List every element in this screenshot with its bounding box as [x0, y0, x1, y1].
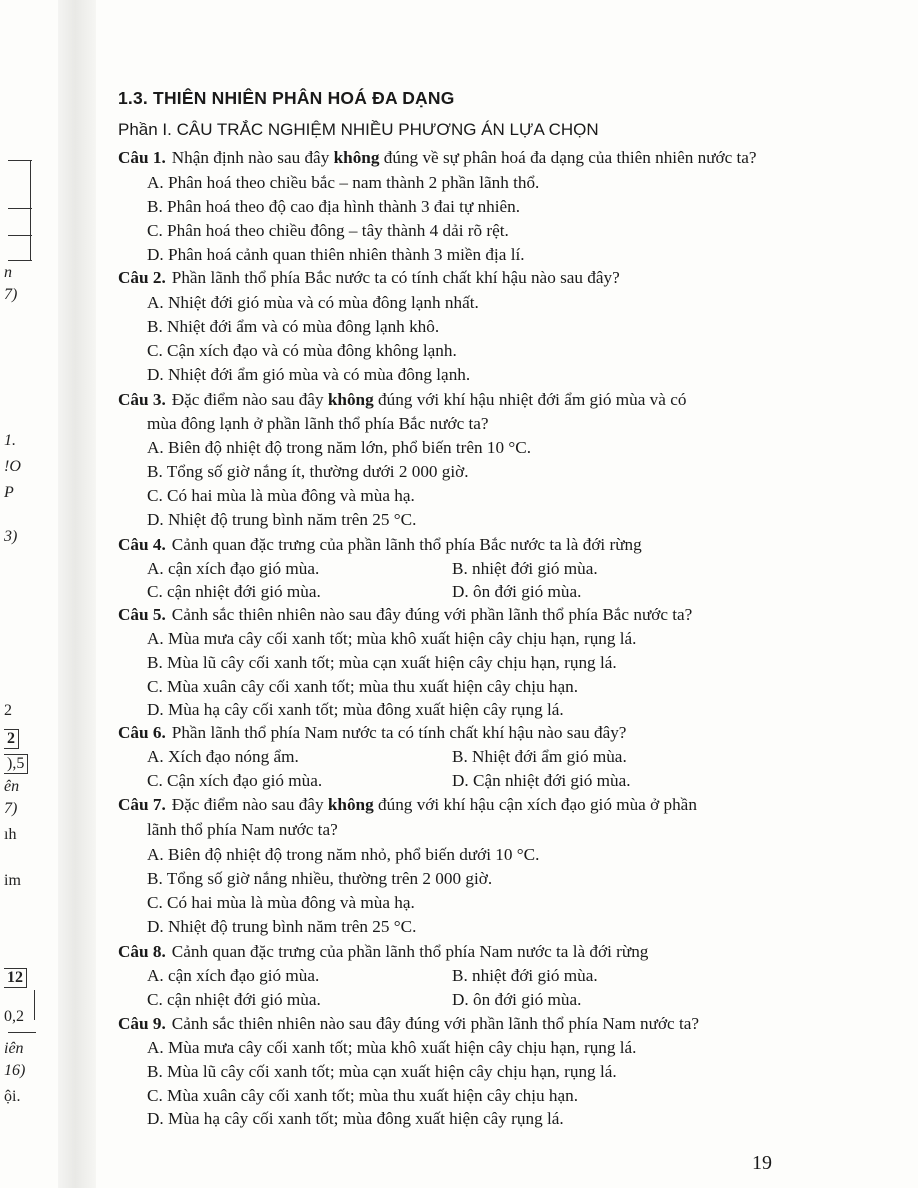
option-a: A. cận xích đạo gió mùa. [147, 559, 320, 578]
option-d: D. Mùa hạ cây cối xanh tốt; mùa đông xuất hiện cây rụng lá. [147, 1109, 564, 1128]
question-6 [118, 723, 626, 743]
question-3 [118, 390, 686, 410]
option-d: D. Nhiệt độ trung bình năm trên 25 °C. [147, 917, 417, 936]
option-c: C. Cận xích đạo và có mùa đông không lạnh. [147, 341, 457, 360]
option-a: A. Mùa mưa cây cối xanh tốt; mùa khô xuất hiện cây chịu hạn, rụng lá. [147, 629, 637, 648]
question-2 [118, 268, 620, 288]
question-number: Câu 1. [118, 148, 166, 167]
option-d: D. Mùa hạ cây cối xanh tốt; mùa đông xuất hiện cây rụng lá. [147, 700, 564, 719]
option-c: C. Phân hoá theo chiều đông – tây thành 4 dải rõ rệt. [147, 221, 509, 240]
question-8 [118, 942, 648, 962]
margin-fragment: 3) [4, 528, 18, 545]
option-b: B. nhiệt đới gió mùa. [452, 559, 598, 578]
margin-fragment: ội. [4, 1088, 21, 1105]
option-d: D. ôn đới gió mùa. [452, 582, 582, 601]
question-continuation: mùa đông lạnh ở phần lãnh thổ phía Bắc nước ta? [147, 414, 489, 433]
question-9 [118, 1014, 699, 1034]
question-number: Câu 9. [118, 1014, 166, 1033]
option-b: B. Nhiệt đới ẩm và có mùa đông lạnh khô. [147, 317, 440, 336]
question-text: Cảnh sắc thiên nhiên nào sau đây đúng với phần lãnh thổ phía Nam nước ta? [171, 1014, 699, 1033]
question-4 [118, 535, 642, 555]
question-emphasis: không [333, 148, 380, 167]
option-d: D. Nhiệt độ trung bình năm trên 25 °C. [147, 510, 417, 529]
margin-fragment: n [4, 264, 12, 281]
question-emphasis: không [327, 795, 374, 814]
question-7 [118, 795, 697, 815]
question-number: Câu 5. [118, 605, 166, 624]
question-number: Câu 6. [118, 723, 166, 742]
question-text: Cảnh quan đặc trưng của phần lãnh thổ phía Bắc nước ta là đới rừng [171, 535, 642, 554]
option-c: C. Cận xích đạo gió mùa. [147, 771, 323, 790]
question-text: Phần lãnh thổ phía Bắc nước ta có tính chất khí hậu nào sau đây? [171, 268, 620, 287]
question-text: Cảnh quan đặc trưng của phần lãnh thổ phía Nam nước ta là đới rừng [171, 942, 649, 961]
option-c: C. cận nhiệt đới gió mùa. [147, 990, 321, 1009]
option-c: C. Mùa xuân cây cối xanh tốt; mùa thu xuất hiện cây chịu hạn. [147, 677, 579, 696]
margin-fragment: 1. [4, 432, 16, 449]
margin-fragment: !O [4, 458, 21, 475]
question-text-tail: đúng với khí hậu cận xích đạo gió mùa ở phần [373, 795, 697, 814]
question-number: Câu 4. [118, 535, 166, 554]
margin-fragment: 7) [4, 800, 18, 817]
page-binding-shadow [58, 0, 96, 1188]
question-number: Câu 8. [118, 942, 166, 961]
option-b: B. Phân hoá theo độ cao địa hình thành 3 đai tự nhiên. [147, 197, 521, 216]
option-d: D. ôn đới gió mùa. [452, 990, 582, 1009]
question-1 [118, 148, 757, 168]
question-text-tail: đúng với khí hậu nhiệt đới ẩm gió mùa và có [373, 390, 687, 409]
option-a: A. Xích đạo nóng ẩm. [147, 747, 299, 766]
option-b: B. Nhiệt đới ẩm gió mùa. [452, 747, 627, 766]
margin-fragment: 12 [4, 968, 27, 988]
question-text-tail: đúng về sự phân hoá đa dạng của thiên nhiên nước ta? [379, 148, 757, 167]
question-number: Câu 2. [118, 268, 166, 287]
question-5 [118, 605, 692, 625]
margin-fragment: 16) [4, 1062, 26, 1079]
question-number: Câu 7. [118, 795, 166, 814]
question-text: Cảnh sắc thiên nhiên nào sau đây đúng với phần lãnh thổ phía Bắc nước ta? [171, 605, 693, 624]
option-b: B. Tổng số giờ nắng nhiều, thường trên 2 000 giờ. [147, 869, 493, 888]
option-c: C. Có hai mùa là mùa đông và mùa hạ. [147, 893, 415, 912]
question-text: Đặc điểm nào sau đây [171, 390, 328, 409]
question-text: Phần lãnh thổ phía Nam nước ta có tính chất khí hậu nào sau đây? [171, 723, 627, 742]
margin-fragment: ên [4, 778, 20, 795]
option-b: B. nhiệt đới gió mùa. [452, 966, 598, 985]
page-number: 19 [752, 1152, 772, 1174]
question-continuation: lãnh thổ phía Nam nước ta? [147, 820, 338, 839]
option-d: D. Nhiệt đới ẩm gió mùa và có mùa đông lạnh. [147, 365, 471, 384]
part-title: Phần I. CÂU TRẮC NGHIỆM NHIỀU PHƯƠNG ÁN LỰA CHỌN [118, 120, 599, 139]
question-number: Câu 3. [118, 390, 166, 409]
option-d: D. Cận nhiệt đới gió mùa. [452, 771, 631, 790]
margin-fragment: ıh [4, 826, 17, 843]
margin-fragment: iên [4, 1040, 24, 1057]
question-emphasis: không [327, 390, 374, 409]
option-c: C. Có hai mùa là mùa đông và mùa hạ. [147, 486, 415, 505]
option-a: A. Biên độ nhiệt độ trong năm lớn, phổ biến trên 10 °C. [147, 438, 532, 457]
option-b: B. Mùa lũ cây cối xanh tốt; mùa cạn xuất hiện cây chịu hạn, rụng lá. [147, 1062, 617, 1081]
option-a: A. Nhiệt đới gió mùa và có mùa đông lạnh nhất. [147, 293, 479, 312]
section-title: 1.3. THIÊN NHIÊN PHÂN HOÁ ĐA DẠNG [118, 88, 455, 108]
option-c: C. cận nhiệt đới gió mùa. [147, 582, 321, 601]
option-a: A. Phân hoá theo chiều bắc – nam thành 2 phần lãnh thổ. [147, 173, 540, 192]
margin-fragment: im [4, 872, 21, 889]
margin-fragment: 0,2 [4, 1008, 24, 1025]
option-d: D. Phân hoá cảnh quan thiên nhiên thành 3 miền địa lí. [147, 245, 525, 264]
option-b: B. Tổng số giờ nắng ít, thường dưới 2 000 giờ. [147, 462, 469, 481]
margin-fragment: 2 [4, 729, 19, 749]
option-a: A. Mùa mưa cây cối xanh tốt; mùa khô xuất hiện cây chịu hạn, rụng lá. [147, 1038, 637, 1057]
margin-fragment: P [4, 484, 14, 501]
option-a: A. Biên độ nhiệt độ trong năm nhỏ, phổ biến dưới 10 °C. [147, 845, 540, 864]
question-text: Nhận định nào sau đây [171, 148, 334, 167]
margin-fragment: 2 [4, 702, 12, 719]
question-text: Đặc điểm nào sau đây [171, 795, 328, 814]
option-a: A. cận xích đạo gió mùa. [147, 966, 320, 985]
option-c: C. Mùa xuân cây cối xanh tốt; mùa thu xuất hiện cây chịu hạn. [147, 1086, 579, 1105]
margin-fragment: ),5 [4, 754, 28, 774]
margin-fragment: 7) [4, 286, 18, 303]
option-b: B. Mùa lũ cây cối xanh tốt; mùa cạn xuất hiện cây chịu hạn, rụng lá. [147, 653, 617, 672]
